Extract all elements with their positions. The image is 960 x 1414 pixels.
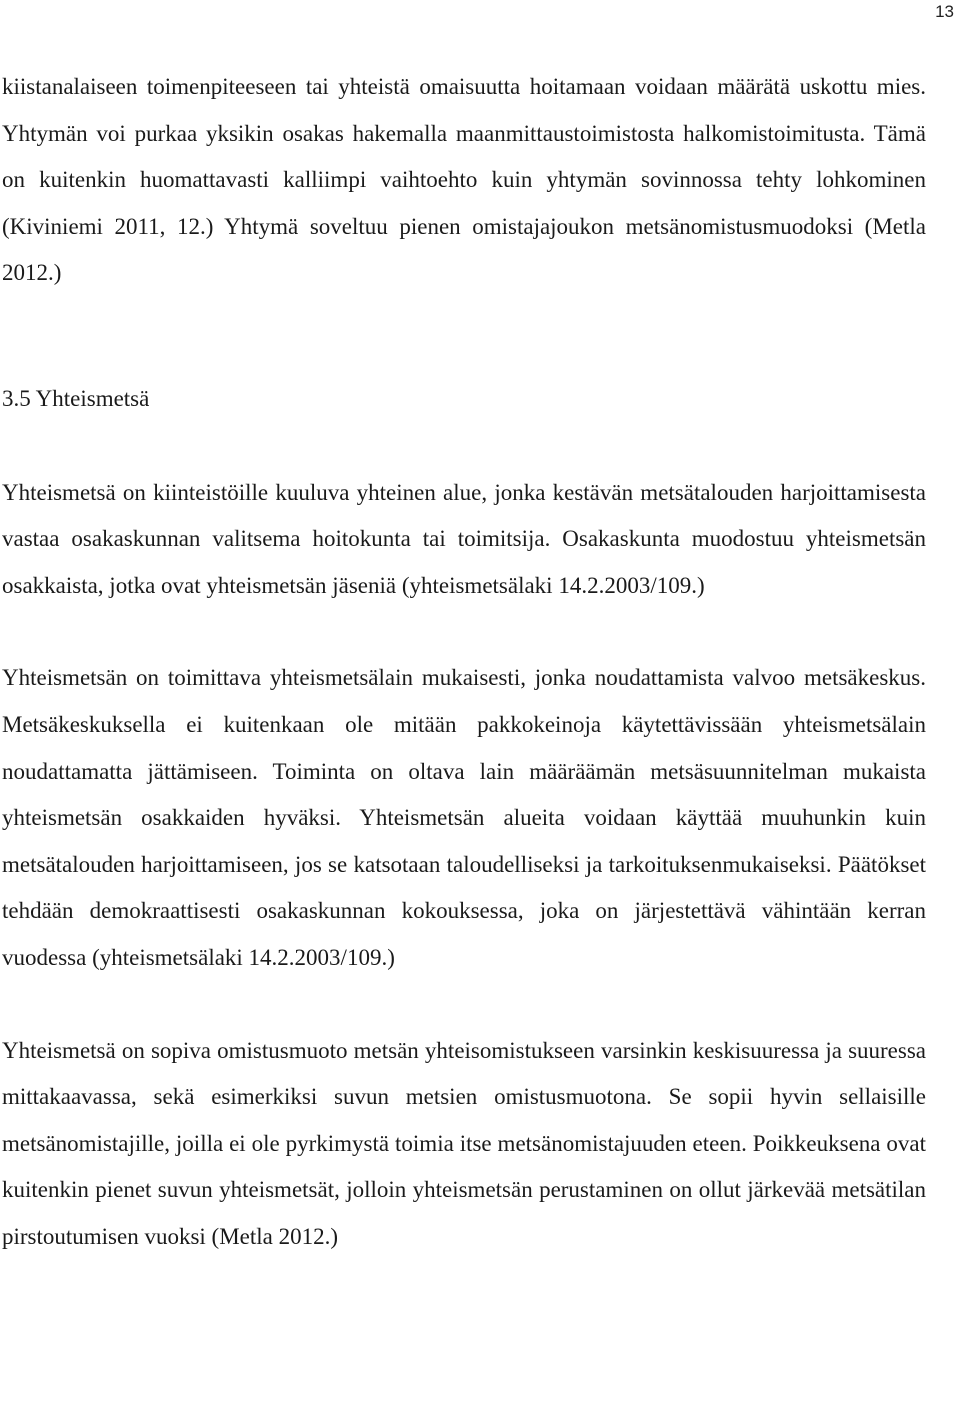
paragraph-yhteismetsa-suitability: Yhteismetsä on sopiva omistusmuoto metsän yhteisomistukseen varsinkin keskisuuressa ja suuressa mittakaavassa, sekä esimerkiksi suvun metsien omistusmuotona. Se sopii hyvin sellaisille metsänomistajille, joilla ei ole pyrkimystä toimia itse metsänomistajuuden eteen. Poikkeuksena ovat kuitenkin pienet suvun yhteismetsät, jolloin yhteismetsän perustaminen on ollut järkevää metsätilan pirstoutumisen vuoksi (Metla 2012.) xyxy=(2,1037,926,1249)
paragraph-yhteismetsa-definition: Yhteismetsä on kiinteistöille kuuluva yhteinen alue, jonka kestävän metsätalouden harjoittamisesta vastaa osakaskunnan valitsema hoitokunta tai toimitsija. Osakaskunta muodostuu yhteismetsän osakkaista, jotka ovat yhteismetsän jäseniä (yhteismetsälaki 14.2.2003/109.) xyxy=(2,479,926,598)
section-heading-yhteismetsa: 3.5 Yhteismetsä xyxy=(2,385,150,411)
document-body xyxy=(2,64,926,1260)
paragraph-yhteismetsa-regulation: Yhteismetsän on toimittava yhteismetsälain mukaisesti, jonka noudattamista valvoo metsäkeskus. Metsäkeskuksella ei kuitenkaan ole mitään pakkokeinoja käytettävissään yhteismetsälain noudattamatta jättämiseen. Toiminta on oltava lain määräämän metsäsuunnitelman mukaista yhteismetsän osakkaiden hyväksi. Yhteismetsän alueita voidaan käyttää muuhunkin kuin metsätalouden harjoittamiseen, jos se katsotaan taloudelliseksi ja tarkoituksenmukaiseksi. Päätökset tehdään demokraattisesti osakaskunnan kokouksessa, joka on järjestettävä vähintään kerran vuodessa (yhteismetsälaki 14.2.2003/109.) xyxy=(2,665,926,970)
page-number: 13 xyxy=(935,2,954,21)
paragraph-yhtyma-conclusion: kiistanalaiseen toimenpiteeseen tai yhteistä omaisuutta hoitamaan voidaan määrätä uskottu mies. Yhtymän voi purkaa yksikin osakas hakemalla maanmittaustoimistosta halkomistoimitusta. Tämä on kuitenkin huomattavasti kalliimpi vaihtoehto kuin yhtymän sovinnossa tehty lohkominen (Kiviniemi 2011, 12.) Yhtymä soveltuu pienen omistajajoukon metsänomistusmuodoksi (Metla 2012.) xyxy=(2,74,926,286)
